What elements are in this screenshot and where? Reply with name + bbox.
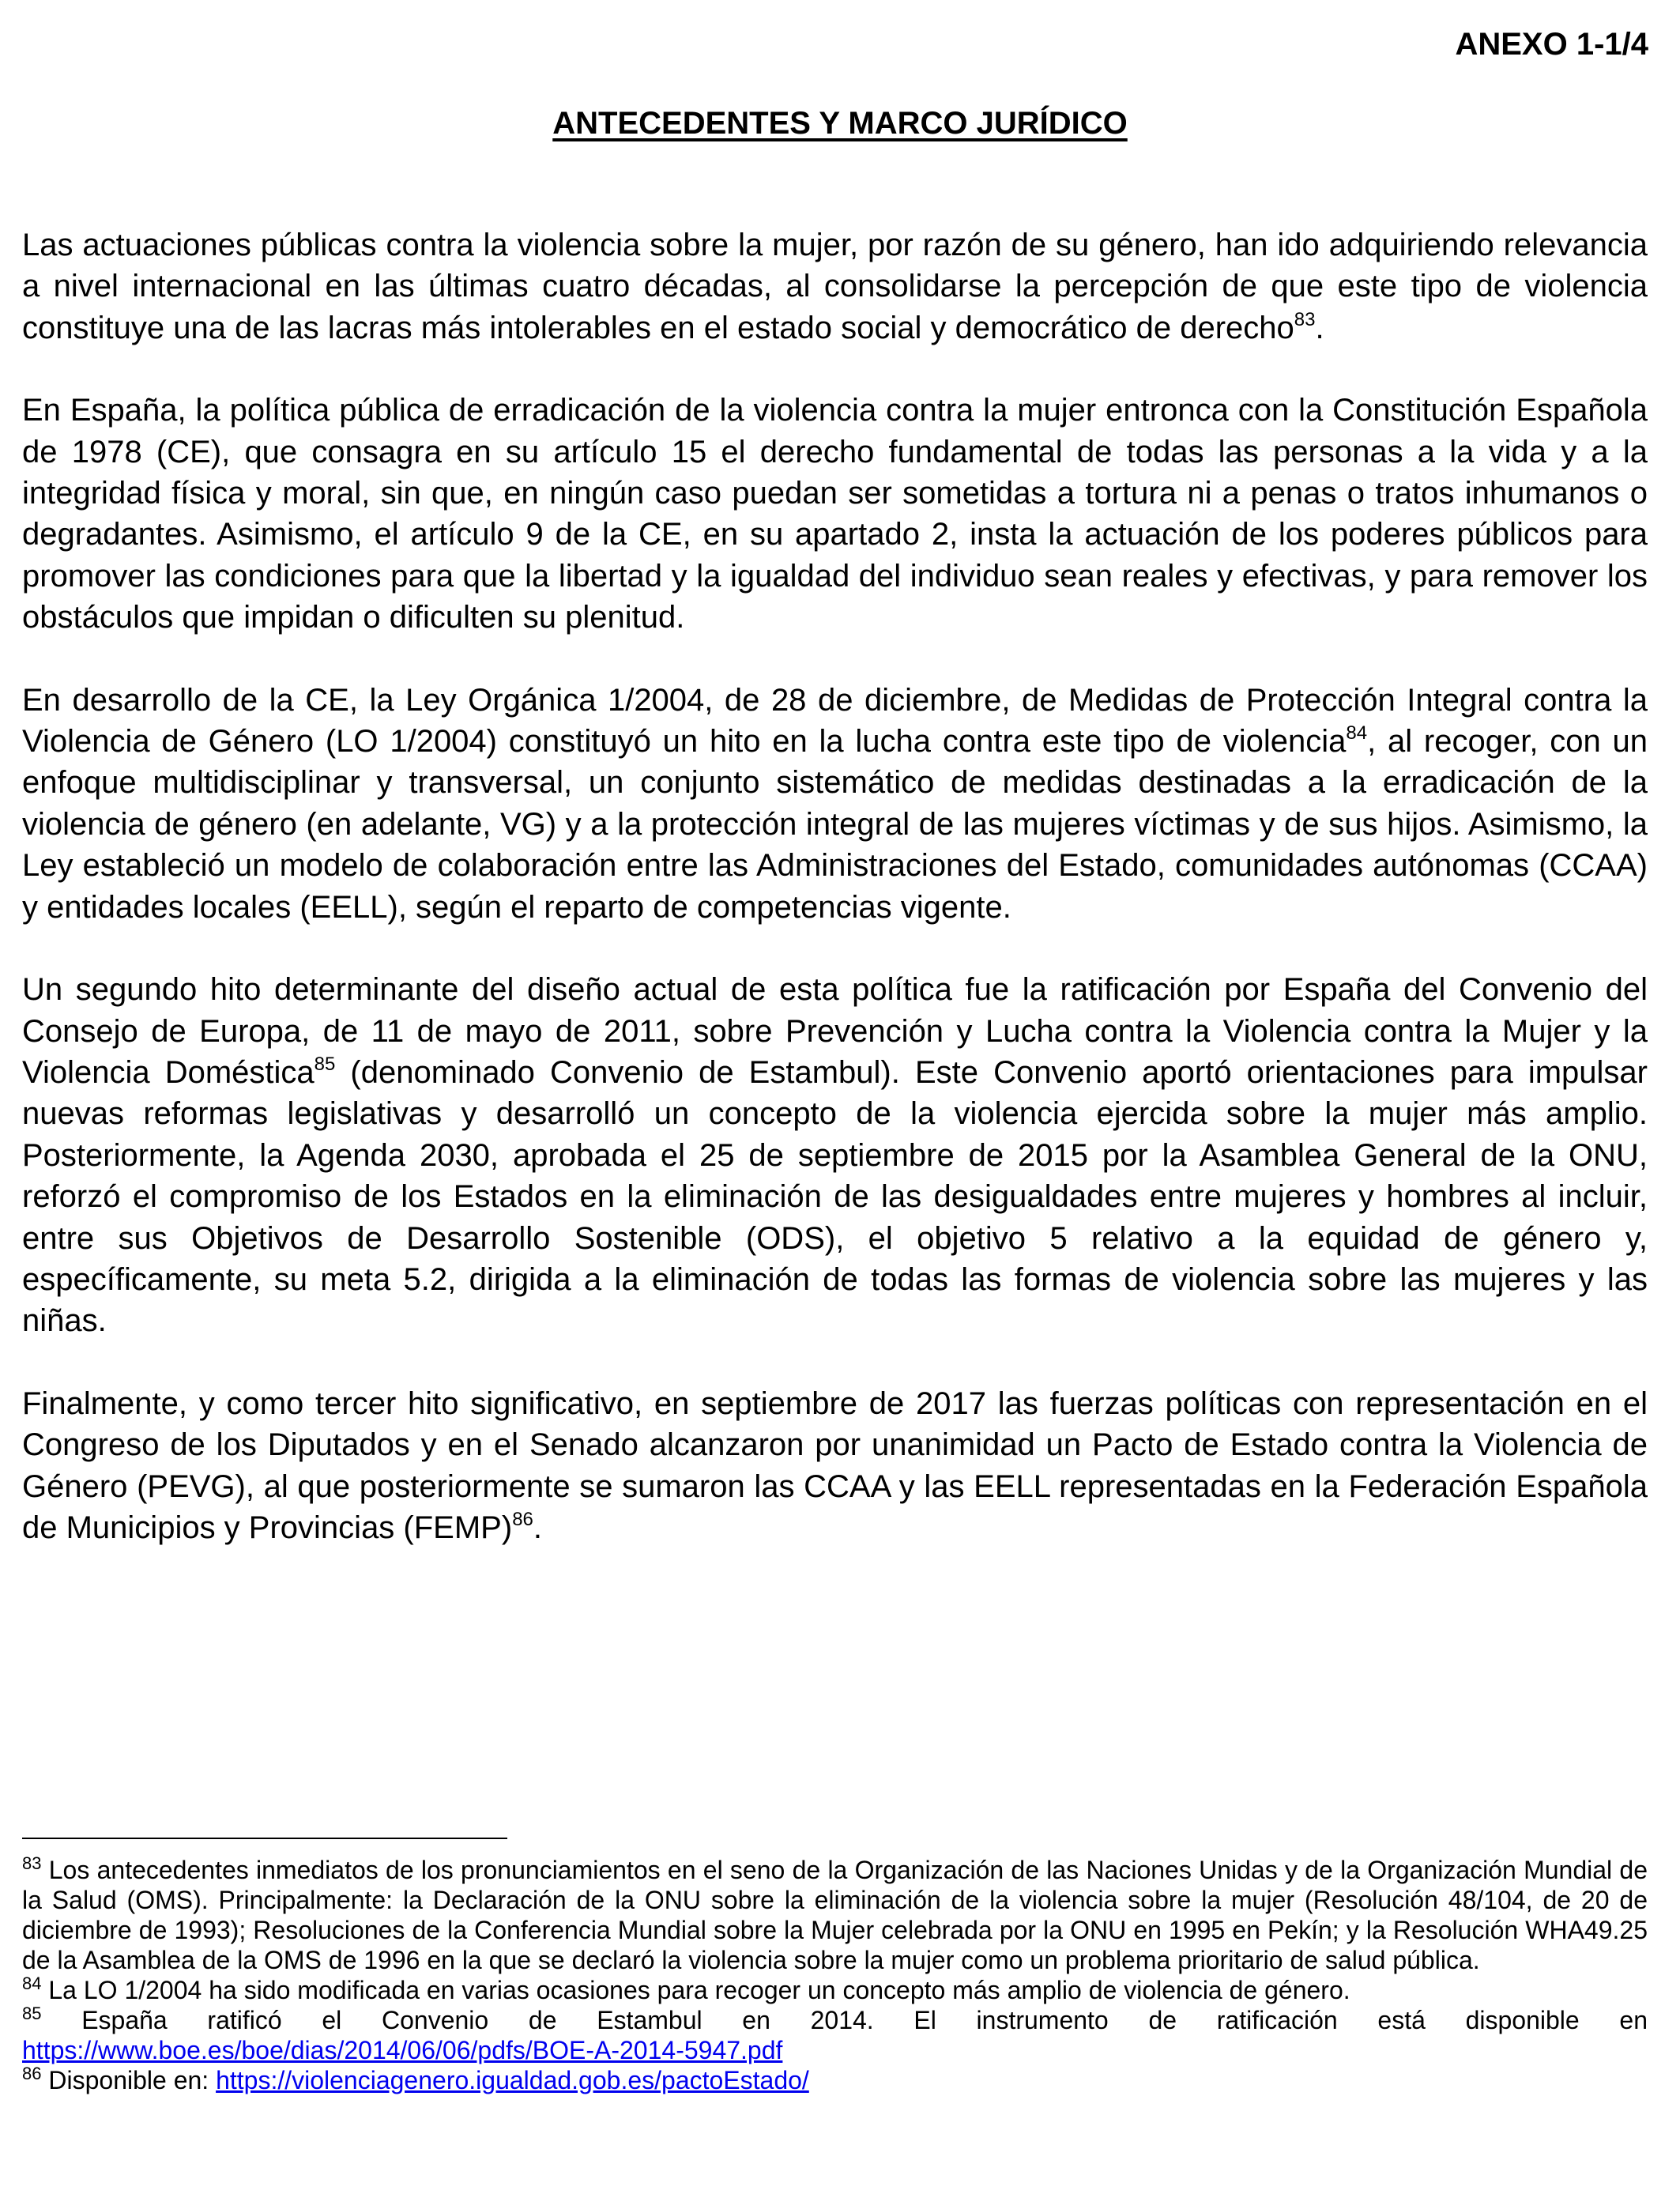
footnote-ref-85[interactable]: 85: [314, 1053, 336, 1075]
paragraph-4: [22, 969, 1648, 1342]
paragraph-text: Finalmente, y como tercer hito significativo, en septiembre de 2017 las fuerzas políticas con representación en el Congreso de los Diputados y en el Senado alcanzaron por unanimidad un Pacto de Estado contra la Violencia de Género (PEVG), al que posteriormente se sumaron las CCAA y las EELL representadas en la Federación Española de Municipios y Provincias (FEMP): [22, 1385, 1648, 1545]
footnote-separator: [22, 1838, 507, 1839]
footnote-text: España ratificó el Convenio de Estambul en 2014. El instrumento de ratificación está disponible en: [41, 2006, 1648, 2034]
boe-link[interactable]: https://www.boe.es/boe/dias/2014/06/06/pdfs/BOE-A-2014-5947.pdf: [22, 2036, 783, 2064]
pacto-estado-link[interactable]: https://violenciagenero.igualdad.gob.es/pactoEstado/: [216, 2066, 809, 2094]
annex-label: ANEXO 1-1/4: [1455, 27, 1648, 62]
page-title: ANTECEDENTES Y MARCO JURÍDICO: [552, 106, 1128, 141]
footnote-85: [22, 2005, 1648, 2065]
footnote-ref-84[interactable]: 84: [1346, 722, 1368, 745]
footnote-ref-86[interactable]: 86: [512, 1508, 533, 1530]
paragraph-text: .: [1315, 310, 1324, 345]
paragraph-1: [22, 224, 1648, 349]
footnote-number: 83: [22, 1853, 42, 1873]
footnote-ref-83[interactable]: 83: [1294, 308, 1316, 330]
footnote-83: [22, 1855, 1648, 1975]
paragraph-5: [22, 1383, 1648, 1549]
footnote-text: La LO 1/2004 ha sido modificada en varias ocasiones para recoger un concepto más amplio de violencia de género.: [41, 1976, 1350, 2004]
footnotes: [22, 1855, 1648, 2095]
paragraph-2: En España, la política pública de erradicación de la violencia contra la mujer entronca con la Constitución Española de 1978 (CE), que consagra en su artículo 15 el derecho fundamental de todas las personas a la vida y a la integridad física y moral, sin que, en ningún caso puedan ser sometidas a tortura ni a penas o tratos inhumanos o degradantes. Asimismo, el artículo 9 de la CE, en su apartado 2, insta la actuación de los poderes públicos para promover las condiciones para que la libertad y la igualdad del individuo sean reales y efectivas, y para remover los obstáculos que impidan o dificulten su plenitud.: [22, 393, 1648, 635]
footnote-text: Disponible en:: [41, 2066, 217, 2094]
paragraph-text: En desarrollo de la CE, la Ley Orgánica 1/2004, de 28 de diciembre, de Medidas de Protección Integral contra la Violencia de Género (LO 1/2004) constituyó un hito en la lucha contra este tipo de violencia: [22, 682, 1648, 760]
footnote-86: [22, 2065, 1648, 2095]
footnote-number: 85: [22, 2004, 42, 2023]
footnote-text: Los antecedentes inmediatos de los pronunciamientos en el seno de la Organización de las Naciones Unidas y de la Organización Mundial de la Salud (OMS). Principalmente: la Declaración de la ONU sobre la eliminación de la violencia sobre la mujer (Resolución 48/104, de 20 de diciembre de 1993); Resoluciones de la Conferencia Mundial sobre la Mujer celebrada por la ONU en 1995 en Pekín; y la Resolución WHA49.25 de la Asamblea de la OMS de 1996 en la que se declaró la violencia sobre la mujer como un problema prioritario de salud pública.: [22, 1856, 1648, 1974]
footnote-number: 86: [22, 2064, 42, 2083]
paragraph-3: [22, 680, 1648, 928]
footnote-number: 84: [22, 1973, 42, 1993]
paragraph-text: .: [533, 1510, 543, 1545]
paragraph-text: (denominado Convenio de Estambul). Este Convenio aportó orientaciones para impulsar nuevas reformas legislativas y desarrolló un concepto de la violencia ejercida sobre la mujer más amplio. Posteriormente, la Agenda 2030, aprobada el 25 de septiembre de 2015 por la Asamblea General de la ONU, reforzó el compromiso de los Estados en la eliminación de las desigualdades entre mujeres y hombres al incluir, entre sus Objetivos de Desarrollo Sostenible (ODS), el objetivo 5 relativo a la equidad de género y, específicamente, su meta 5.2, dirigida a la eliminación de todas las formas de violencia sobre las mujeres y las niñas.: [22, 1054, 1648, 1339]
paragraph-text: Las actuaciones públicas contra la violencia sobre la mujer, por razón de su género, han ido adquiriendo relevancia a nivel internacional en las últimas cuatro décadas, al consolidarse la percepción de que este tipo de violencia constituye una de las lacras más intolerables en el estado social y democrático de derecho: [22, 228, 1648, 345]
document-body: [22, 224, 1648, 1589]
paragraph-text: Un segundo hito determinante del diseño actual de esta política fue la ratificación por España del Convenio del Consejo de Europa, de 11 de mayo de 2011, sobre Prevención y Lucha contra la Violencia contra la Mujer y la Violencia Doméstica: [22, 972, 1648, 1090]
footnote-84: [22, 1975, 1648, 2005]
paragraph-text: , al recoger, con un enfoque multidisciplinar y transversal, un conjunto sistemático de medidas destinadas a la erradicación de la violencia de género (en adelante, VG) y a la protección integral de las mujeres víctimas y de sus hijos. Asimismo, la Ley estableció un modelo de colaboración entre las Administraciones del Estado, comunidades autónomas (CCAA) y entidades locales (EELL), según el reparto de competencias vigente.: [22, 724, 1648, 925]
